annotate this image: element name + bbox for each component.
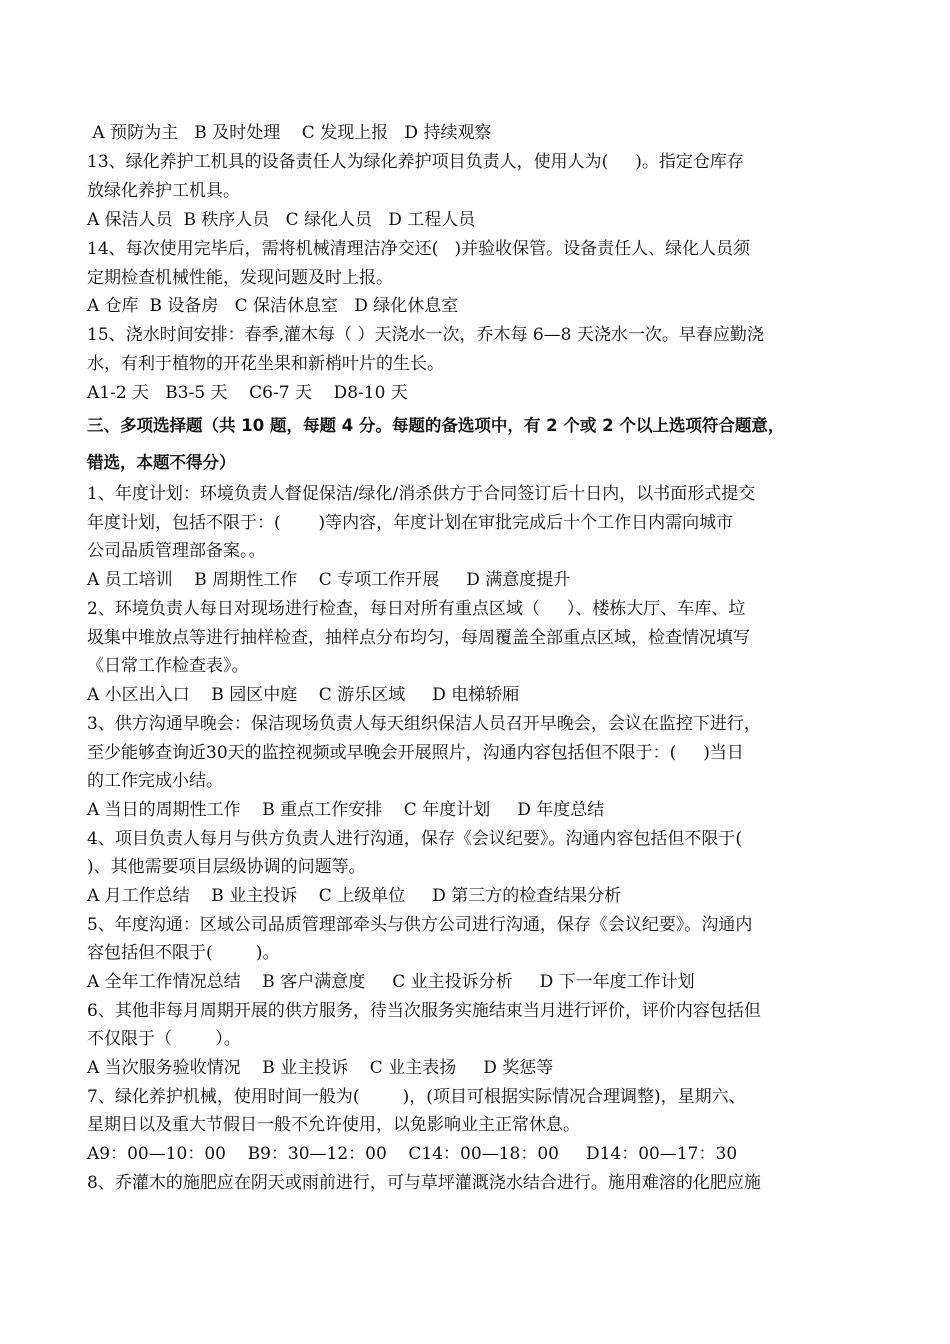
answer-options: A 当次服务验收情况 B 业主投诉 C 业主表扬 D 奖惩等: [87, 1058, 554, 1078]
answer-options: A 预防为主 B 及时处理 C 发现上报 D 持续观察: [87, 123, 492, 143]
question-text: 放绿化养护工机具。: [87, 181, 240, 201]
question-text: 不仅限于（ ）。: [87, 1029, 241, 1049]
question-text: 水，有利于植物的开花坐果和新梢叶片的生长。: [87, 354, 444, 374]
answer-options: A1-2 天 B3-5 天 C6-7 天 D8-10 天: [87, 383, 408, 403]
question-text: 8、乔灌木的施肥应在阴天或雨前进行，可与草坪灌溉浇水结合进行。施用难溶的化肥应施: [87, 1173, 761, 1193]
question-text: 星期日以及重大节假日一般不允许使用，以免影响业主正常休息。: [87, 1115, 580, 1135]
answer-options: A 小区出入口 B 园区中庭 C 游乐区域 D 电梯轿厢: [87, 685, 520, 705]
question-text: 至少能够查询近30天的监控视频或早晚会开展照片，沟通内容包括但不限于：( )当日: [87, 743, 744, 763]
answer-options: A 月工作总结 B 业主投诉 C 上级单位 D 第三方的检查结果分析: [87, 886, 622, 906]
answer-options: A 保洁人员 B 秩序人员 C 绿化人员 D 工程人员: [87, 210, 476, 230]
question-text: 《日常工作检查表》。: [87, 656, 249, 676]
question-text: 年度计划，包括不限于：( )等内容，年度计划在审批完成后十个工作日内需向城市: [87, 513, 734, 533]
question-text: )、其他需要项目层级协调的问题等。: [87, 857, 366, 877]
question-text: 7、绿化养护机械，使用时间一般为( )，(项目可根据实际情况合理调整)，星期六、: [87, 1087, 746, 1107]
question-text: 5、年度沟通：区域公司品质管理部牵头与供方公司进行沟通，保存《会议纪要》。沟通内: [87, 915, 753, 935]
answer-options: A 仓库 B 设备房 C 保洁休息室 D 绿化休息室: [87, 296, 459, 316]
question-text: 的工作完成小结。: [87, 771, 223, 791]
question-text: 1、年度计划：环境负责人督促保洁/绿化/消杀供方于合同签订后十日内，以书面形式提交: [87, 484, 756, 504]
answer-options: A 员工培训 B 周期性工作 C 专项工作开展 D 满意度提升: [87, 570, 571, 590]
answer-options: A 当日的周期性工作 B 重点工作安排 C 年度计划 D 年度总结: [87, 800, 605, 820]
question-text: 公司品质管理部备案。。: [87, 541, 266, 561]
answer-options: A 全年工作情况总结 B 客户满意度 C 业主投诉分析 D 下一年度工作计划: [87, 972, 695, 992]
question-text: 容包括但不限于( )。: [87, 943, 280, 963]
answer-options: A9：00—10：00 B9：30—12：00 C14：00—18：00 D14：00—17：30: [87, 1144, 738, 1164]
question-text: 15、浇水时间安排：春季,灌木每（ ）天浇水一次，乔木每 6—8 天浇水一次。早春应勤浇: [87, 325, 764, 345]
question-text: 圾集中堆放点等进行抽样检查，抽样点分布均匀，每周覆盖全部重点区域，检查情况填写: [87, 628, 750, 648]
question-text: 6、其他非每月周期开展的供方服务，待当次服务实施结束当月进行评价，评价内容包括但: [87, 1001, 761, 1021]
question-text: 定期检查机械性能，发现问题及时上报。: [87, 268, 393, 288]
question-text: 2、环境负责人每日对现场进行检查，每日对所有重点区域（ ）、楼栋大厅、车库、垃: [87, 599, 746, 619]
question-text: 14、每次使用完毕后，需将机械清理洁净交还( )并验收保管。设备责任人、绿化人员须: [87, 239, 751, 259]
section-heading: 错选，本题不得分）: [87, 453, 236, 472]
question-text: 4、项目负责人每月与供方负责人进行沟通，保存《会议纪要》。沟通内容包括但不限于(: [87, 829, 742, 849]
question-text: 3、供方沟通早晚会：保洁现场负责人每天组织保洁人员召开早晚会，会议在监控下进行，: [87, 714, 761, 734]
question-text: 13、绿化养护工机具的设备责任人为绿化养护项目负责人，使用人为( )。指定仓库存: [87, 152, 744, 172]
section-heading: 三、多项选择题（共 10 题，每题 4 分。每题的备选项中，有 2 个或 2 个以上选项符合题意，: [87, 416, 785, 435]
